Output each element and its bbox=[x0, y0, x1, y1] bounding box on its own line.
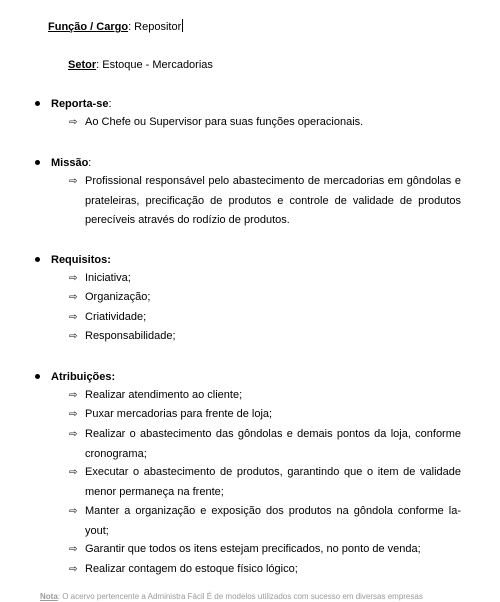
list-item: ⇨ Manter a organização e exposição dos produtos na gôndola conforme la-yout; bbox=[69, 502, 461, 541]
arrow-right-icon: ⇨ bbox=[69, 467, 78, 478]
list-item: ⇨ Criatividade; bbox=[69, 308, 461, 328]
list-item: ⇨ Garantir que todos os itens estejam precificados, no ponto de venda; bbox=[69, 540, 461, 560]
arrow-right-icon: ⇨ bbox=[69, 429, 78, 440]
arrow-right-icon: ⇨ bbox=[69, 176, 78, 187]
arrow-right-icon: ⇨ bbox=[69, 292, 78, 303]
role-line bbox=[48, 19, 183, 34]
bullet-icon bbox=[35, 374, 40, 379]
arrow-right-icon: ⇨ bbox=[69, 506, 78, 517]
bullet-icon bbox=[35, 101, 40, 106]
list-item: ⇨ Realizar atendimento ao cliente; bbox=[69, 386, 461, 406]
list-item: ⇨ Executar o abastecimento de produtos, garantindo que o item de validade menor permaneça na frente; bbox=[69, 463, 461, 502]
arrow-right-icon: ⇨ bbox=[69, 390, 78, 401]
list-item: ⇨ Organização; bbox=[69, 288, 461, 308]
section-title-atribuicoes: Atribuições: bbox=[51, 371, 116, 383]
list-item: ⇨ Puxar mercadorias para frente de loja; bbox=[69, 405, 461, 425]
section-title-missao: Missão: bbox=[51, 157, 92, 169]
list-item: ⇨ Ao Chefe ou Supervisor para suas funções operacionais. bbox=[69, 113, 461, 133]
sector-label: Setor bbox=[68, 59, 97, 71]
sector-value: : Estoque - Mercadorias bbox=[96, 59, 213, 71]
sector-line bbox=[68, 58, 213, 72]
arrow-right-icon: ⇨ bbox=[69, 564, 78, 575]
arrow-right-icon: ⇨ bbox=[69, 331, 78, 342]
section-title-requisitos: Requisitos: bbox=[51, 254, 111, 266]
list-item: ⇨ Iniciativa; bbox=[69, 269, 461, 289]
list-item: ⇨ Realizar o abastecimento das gôndolas e demais pontos da loja, conforme cronograma; bbox=[69, 425, 461, 464]
arrow-right-icon: ⇨ bbox=[69, 273, 78, 284]
list-item: ⇨ Profissional responsável pelo abastecimento de mercadorias em gôndolas e prateleiras, precificação de produtos e controle de validade de produtos perecíveis através do rodízio de produtos. bbox=[69, 172, 461, 231]
list-item: ⇨ Realizar contagem do estoque físico lógico; bbox=[69, 560, 461, 580]
footer-note: Nota: O acervo pertencente a Administra Fácil É de modelos utilizados com sucesso em diversas empresas bbox=[40, 592, 423, 601]
text-cursor bbox=[182, 19, 183, 32]
section-title-reporta: Reporta-se: bbox=[51, 98, 112, 110]
role-value: : Repositor bbox=[128, 21, 182, 33]
bullet-icon bbox=[35, 160, 40, 165]
list-item: ⇨ Responsabilidade; bbox=[69, 327, 461, 347]
arrow-right-icon: ⇨ bbox=[69, 409, 78, 420]
role-label: Função / Cargo bbox=[48, 21, 129, 33]
arrow-right-icon: ⇨ bbox=[69, 544, 78, 555]
arrow-right-icon: ⇨ bbox=[69, 312, 78, 323]
bullet-icon bbox=[35, 257, 40, 262]
arrow-right-icon: ⇨ bbox=[69, 117, 78, 128]
